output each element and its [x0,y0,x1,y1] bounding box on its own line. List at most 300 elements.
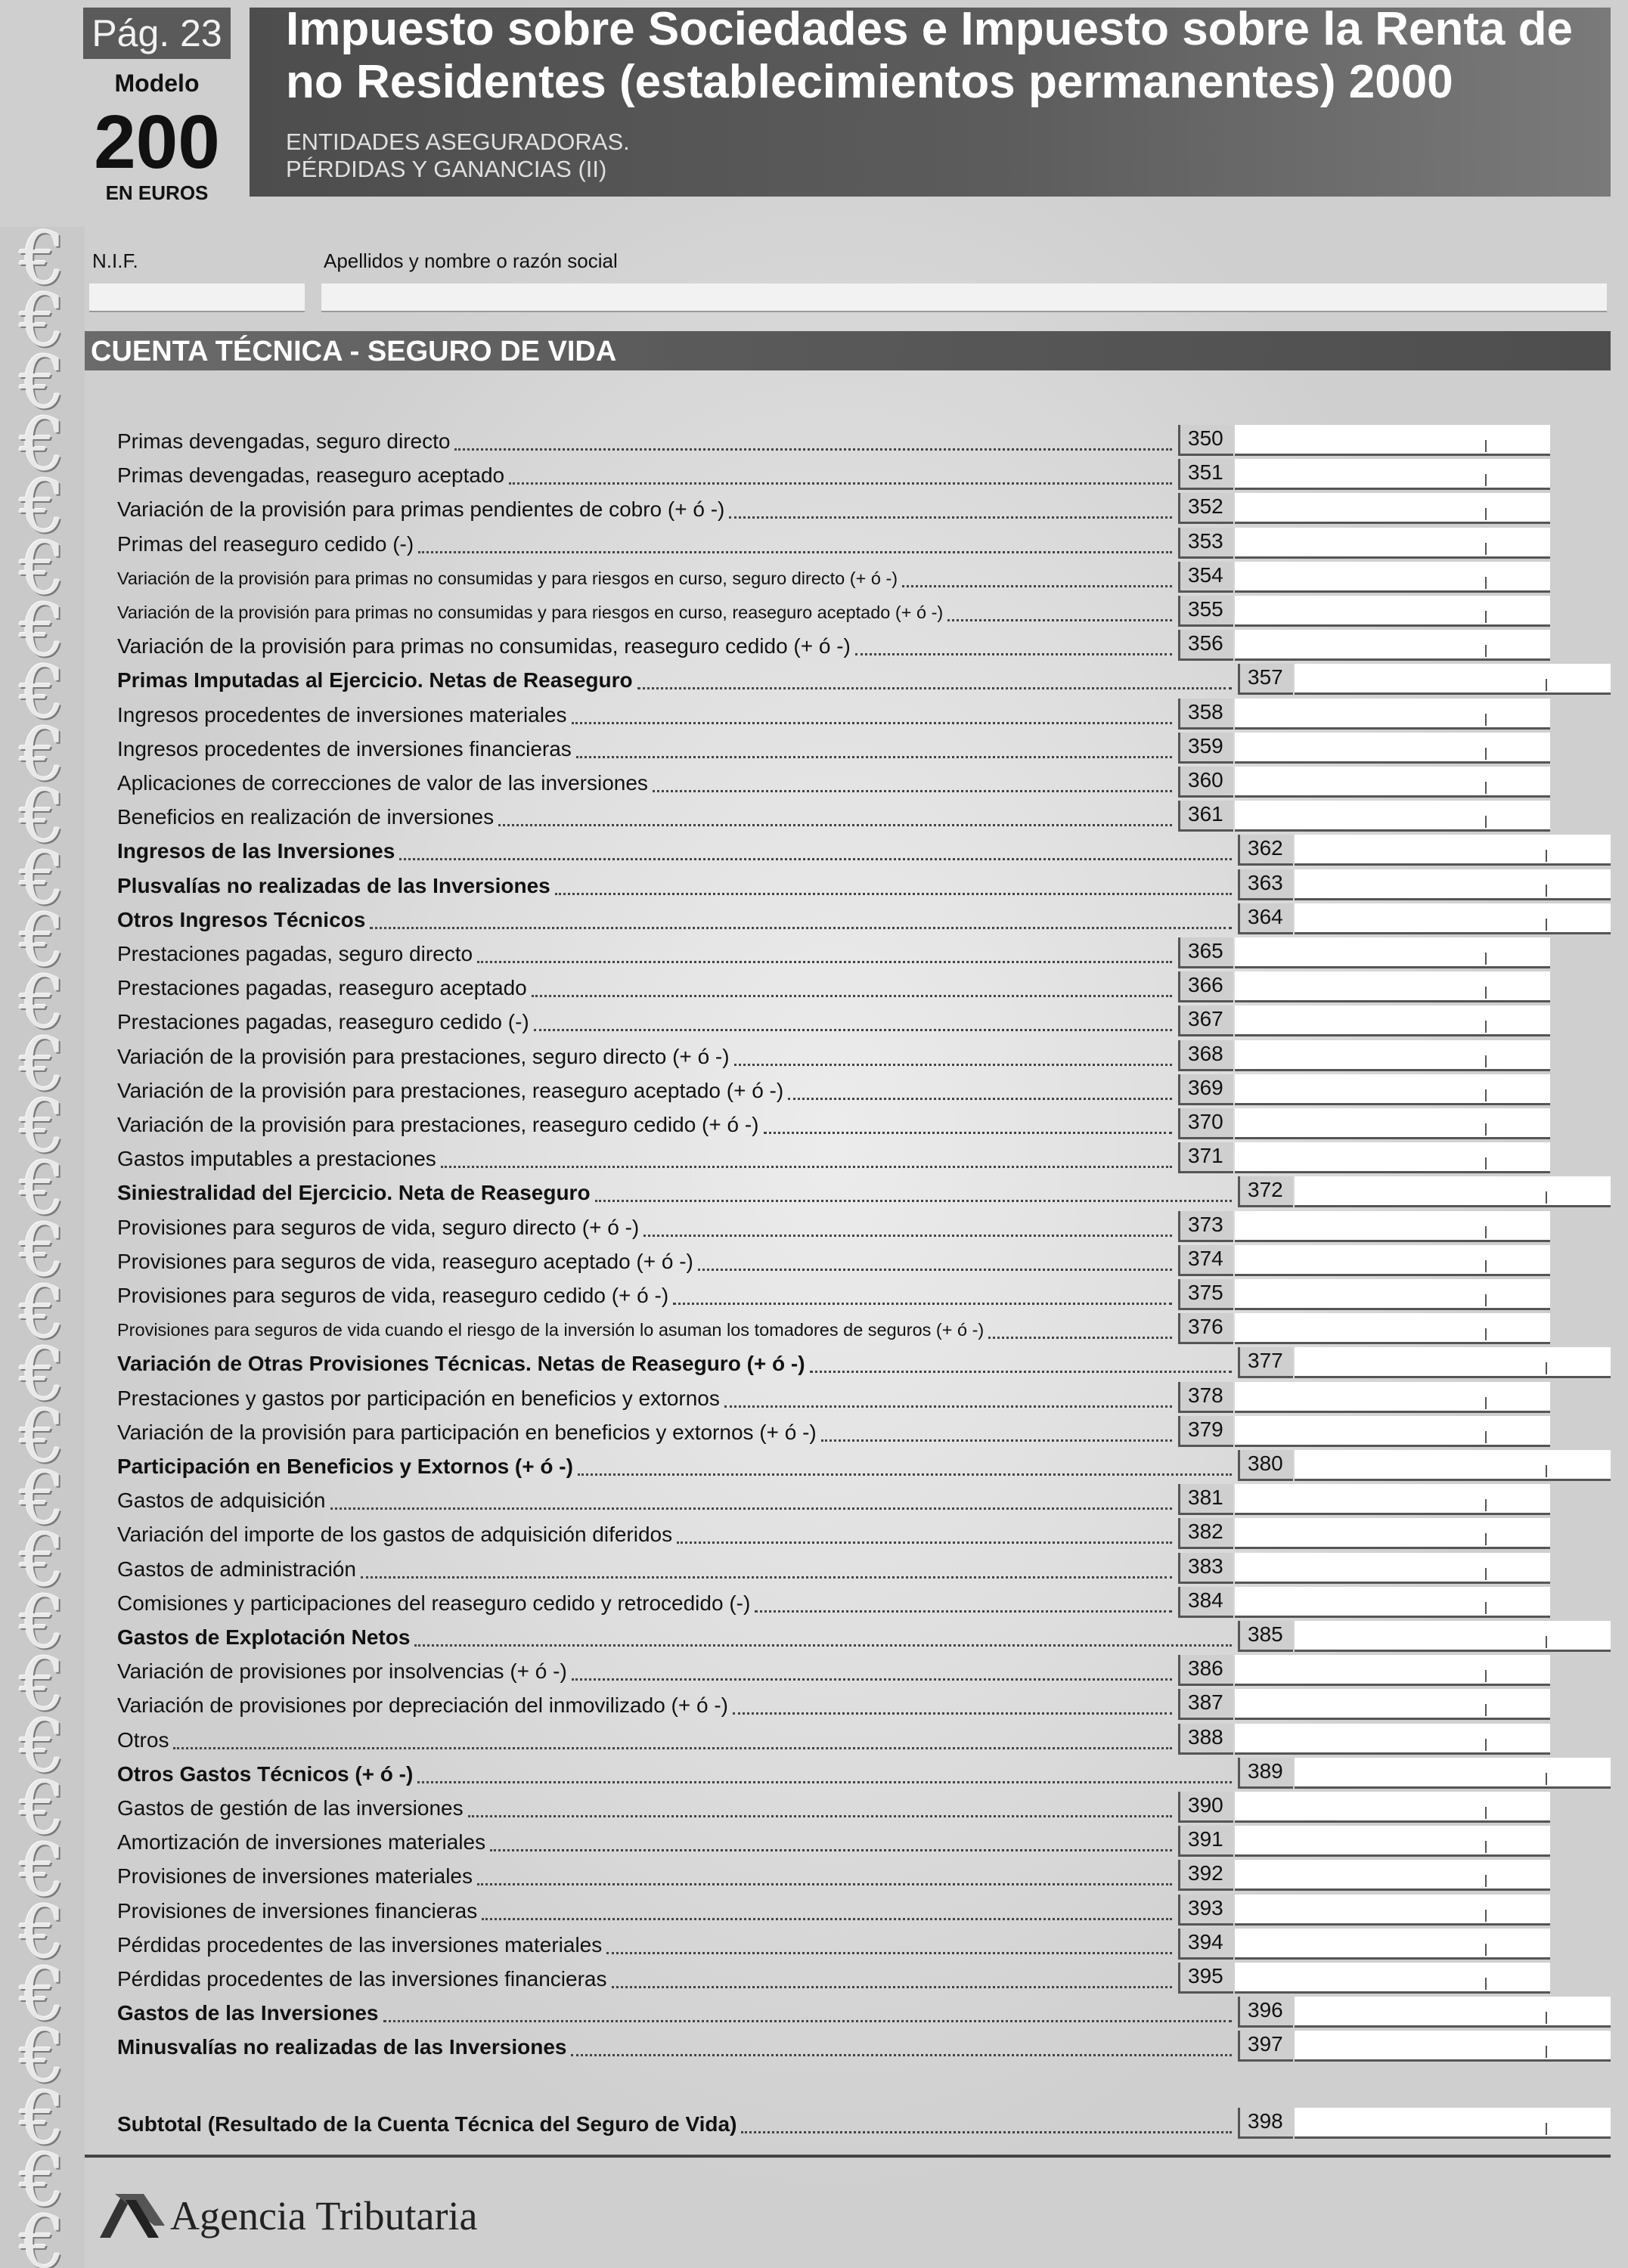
decimal-separator-tick [1485,748,1487,760]
decimal-separator-tick [1485,1397,1487,1409]
box-code: 376 [1178,1313,1233,1344]
table-row [0,765,1628,798]
dotted-leader [643,1235,1172,1237]
amount-field[interactable] [1295,2031,1611,2062]
dotted-leader [361,1576,1172,1579]
row-label-text: Prestaciones pagadas, seguro directo [117,942,473,965]
row-label-text: Minusvalías no realizadas de las Inversiones [117,2035,567,2059]
row-label [117,1863,1172,1890]
row-label-text: Variación de la provisión para primas pendientes de cobro (+ ó -) [117,497,725,522]
row-label [117,1385,1172,1412]
box-code: 372 [1238,1176,1293,1207]
footer-divider [85,2155,1611,2158]
dotted-leader [414,1644,1232,1647]
euro-icon: € [19,650,66,735]
box-code: 396 [1238,1997,1293,2028]
box-code: 390 [1178,1792,1233,1823]
row-label [117,1282,1172,1309]
euro-icon: € [19,1332,66,1417]
table-row [0,1653,1628,1687]
row-label-text: Variación de Otras Provisiones Técnicas. Netas de Reaseguro (+ ó -) [117,1352,805,1376]
row-label [117,1077,1172,1105]
row-label-text: Pérdidas procedentes de las inversiones materiales [117,1932,603,1957]
decimal-separator-tick [1485,1841,1487,1853]
modelo-label: Modelo [114,70,200,97]
euro-icon: € [19,712,66,797]
decimal-separator-tick [1485,1226,1487,1238]
amount-field[interactable] [1235,1860,1550,1891]
decimal-separator-tick [1485,508,1487,520]
form-subtitle [286,129,1042,183]
modelo-number: 200 [94,100,220,184]
box-code: 352 [1178,493,1233,524]
row-label-text: Participación en Beneficios y Extornos (+ ó -) [117,1455,573,1478]
row-label-text: Variación de la provisión para prestaciones, seguro directo (+ ó -) [117,1044,730,1068]
table-row [0,594,1628,627]
euro-icon: € [19,227,66,301]
box-code: 355 [1178,596,1233,627]
row-label-text: Gastos de Explotación Netos [117,1625,411,1649]
dotted-leader [532,995,1172,997]
decimal-separator-tick [1485,1089,1487,1101]
table-row [0,1858,1628,1892]
dotted-leader [555,893,1232,895]
amount-field[interactable] [1235,937,1550,968]
euro-icon: € [19,1394,66,1479]
row-label-text: Primas devengadas, seguro directo [117,429,451,453]
dotted-leader [947,619,1172,621]
table-row [0,1961,1628,1994]
dotted-leader [595,1200,1232,1202]
amount-field[interactable] [1295,1621,1611,1652]
dotted-leader [729,516,1172,519]
decimal-separator-tick [1485,1944,1487,1956]
box-code: 395 [1178,1963,1233,1994]
subtitle-line-2: PÉRDIDAS Y GANANCIAS (II) [286,156,607,182]
table-row [0,1585,1628,1619]
table-row [0,526,1628,559]
table-row [0,1244,1628,1277]
row-label [117,838,1232,865]
table-row [0,1824,1628,1857]
row-label [117,531,1172,558]
box-code: 351 [1178,459,1233,490]
row-label [117,1658,1172,1685]
decimal-separator-tick [1485,1328,1487,1340]
row-label [117,1487,1172,1514]
dotted-leader [788,1098,1172,1100]
box-code: 364 [1238,903,1293,934]
euro-icon: € [19,960,66,1045]
dotted-leader [477,961,1172,963]
dotted-leader [698,1269,1172,1271]
row-label-text: Gastos de gestión de las inversiones [117,1796,464,1820]
box-code: 377 [1238,1347,1293,1378]
section-title: CUENTA TÉCNICA - SEGURO DE VIDA [91,336,617,367]
total-row [0,1175,1628,1208]
amount-field[interactable] [1235,1108,1550,1139]
total-row [0,2029,1628,2062]
box-code: 379 [1178,1416,1233,1447]
row-label-text: Variación de la provisión para primas no consumidas, reaseguro cedido (+ ó -) [117,634,851,658]
name-label: Apellidos y nombre o razón social [324,249,618,272]
row-label-text: Variación del importe de los gastos de adquisición diferidos [117,1523,673,1547]
row-label-text: Subtotal (Resultado de la Cuenta Técnica del Seguro de Vida) [117,2112,737,2136]
box-code: 387 [1178,1689,1233,1720]
amount-field[interactable] [1235,1245,1550,1276]
row-label [117,1316,1172,1343]
form-title: Impuesto sobre Sociedades e Impuesto sobre la Renta de no Residentes (establecimientos permanentes) 2000 [286,3,1574,108]
table-row [0,1107,1628,1140]
row-label [117,496,1172,523]
total-row [0,902,1628,935]
box-code: 365 [1178,937,1233,968]
amount-field[interactable] [1235,528,1550,559]
dotted-leader [571,2054,1232,2056]
amount-field[interactable] [1235,1929,1550,1960]
table-row [0,697,1628,730]
decimal-separator-tick [1485,1157,1487,1170]
euro-icon: € [19,1146,66,1231]
box-code: 389 [1238,1758,1293,1789]
amount-field[interactable] [1235,1484,1550,1515]
row-label-text: Variación de la provisión para prestaciones, reaseguro aceptado (+ ó -) [117,1078,784,1102]
euro-icon: € [19,464,66,549]
table-row [0,1790,1628,1823]
table-row [0,1312,1628,1345]
dotted-leader [383,2020,1233,2022]
dotted-leader [673,1303,1172,1305]
table-row [0,1141,1628,1174]
decimal-separator-tick [1485,1021,1487,1033]
amount-field[interactable] [1235,1040,1550,1071]
row-label-text: Ingresos de las Inversiones [117,839,395,863]
dotted-leader [572,722,1172,724]
total-row [0,2106,1628,2139]
box-code: 356 [1178,630,1233,661]
row-label-text: Primas devengadas, reaseguro aceptado [117,463,505,488]
box-code: 358 [1178,699,1233,730]
row-label [117,872,1232,900]
decimal-separator-tick [1485,953,1487,965]
amount-field[interactable] [1235,1142,1550,1173]
dotted-leader [468,1815,1172,1817]
decimal-separator-tick [1485,1602,1487,1614]
dotted-leader [477,1883,1172,1885]
amount-field[interactable] [1235,630,1550,661]
amount-field[interactable] [1295,1758,1611,1789]
box-code: 361 [1178,801,1233,832]
amount-field[interactable] [1235,1826,1550,1857]
row-label [117,736,1172,763]
decimal-separator-tick [1546,1465,1547,1477]
decimal-separator-tick [1485,1875,1487,1887]
box-code: 353 [1178,528,1233,559]
row-label [117,1966,1172,1993]
dotted-leader [612,1986,1173,1988]
euro-icon: € [19,1890,66,1975]
box-code: 392 [1178,1860,1233,1891]
box-code: 393 [1178,1895,1233,1926]
dotted-leader [677,1541,1172,1544]
amount-field[interactable] [1235,1313,1550,1344]
box-code: 397 [1238,2031,1293,2062]
decimal-separator-tick [1546,1636,1547,1648]
page-number-box: Pág. 23 [83,8,231,59]
decimal-separator-tick [1485,1978,1487,1990]
dotted-leader [498,824,1172,826]
dotted-leader [902,585,1172,587]
row-label [117,974,1172,1002]
row-label [117,940,1172,968]
row-label-text: Beneficios en realización de inversiones [117,805,495,829]
euro-icon: € [19,1456,66,1541]
box-code: 366 [1178,971,1233,1002]
amount-field[interactable] [1235,1279,1550,1310]
amount-field[interactable] [1235,1724,1550,1755]
row-label [117,1932,1172,1959]
nif-field[interactable] [89,284,305,312]
row-label [117,1145,1172,1173]
row-label-text: Otros Ingresos Técnicos [117,907,366,931]
decimal-separator-tick [1546,1362,1547,1374]
row-label [117,1761,1232,1788]
row-label-text: Gastos imputables a prestaciones [117,1147,436,1171]
nif-label: N.I.F. [92,249,138,272]
amount-field[interactable] [1235,1416,1550,1447]
amount-field[interactable] [1235,733,1550,764]
amount-field[interactable] [1235,767,1550,798]
table-row [0,457,1628,491]
decimal-separator-tick [1485,611,1487,623]
row-label-text: Amortización de inversiones materiales [117,1830,486,1854]
row-label-text: Variación de provisiones por insolvencias (+ ó -) [117,1659,567,1684]
dotted-leader [653,790,1172,792]
row-label [117,667,1232,694]
box-code: 381 [1178,1484,1233,1515]
row-label [117,1179,1232,1207]
amount-field[interactable] [1235,1553,1550,1584]
row-label [117,1009,1172,1036]
decimal-separator-tick [1485,543,1487,555]
euro-icon: € [19,1084,66,1169]
amount-field[interactable] [1235,1005,1550,1036]
euro-icon: € [19,1642,66,1727]
table-row [0,1551,1628,1585]
decimal-separator-tick [1546,1773,1547,1785]
dotted-leader [330,1507,1172,1510]
box-code: 362 [1238,835,1293,866]
table-row [0,1687,1628,1721]
amount-field[interactable] [1235,459,1550,490]
total-row [0,1995,1628,2028]
dotted-leader [810,1371,1232,1373]
euro-icon: € [19,2014,66,2099]
row-label [117,1590,1172,1617]
row-label-text: Ingresos procedentes de inversiones materiales [117,702,567,727]
row-label-text: Provisiones para seguros de vida, seguro directo (+ ó -) [117,1215,640,1239]
total-row [0,868,1628,901]
amount-field[interactable] [1235,1895,1550,1926]
row-label [117,1419,1172,1446]
amount-field[interactable] [1235,1074,1550,1105]
amount-field[interactable] [1235,1587,1550,1618]
decimal-separator-tick [1485,816,1487,828]
row-label-text: Variación de la provisión para participación en beneficios y extornos (+ ó -) [117,1420,817,1444]
box-code: 388 [1178,1724,1233,1755]
euro-icon: € [19,588,66,673]
row-label-text: Variación de provisiones por depreciación del inmovilizado (+ ó -) [117,1693,729,1718]
box-code: 391 [1178,1826,1233,1857]
name-field[interactable] [321,284,1607,312]
decimal-separator-tick [1485,1431,1487,1443]
amount-field[interactable] [1235,1792,1550,1823]
amount-field[interactable] [1235,1211,1550,1242]
decimal-separator-tick [1485,1533,1487,1545]
dotted-leader [724,1405,1172,1408]
euro-icon: € [19,1518,66,1603]
amount-field[interactable] [1295,664,1611,695]
euro-icon: € [19,2138,66,2223]
amount-field[interactable] [1295,1997,1611,2028]
amount-field[interactable] [1235,425,1550,456]
dotted-leader [441,1166,1172,1168]
euro-icon: € [19,1828,66,1913]
row-label [117,1453,1232,1480]
row-label-text: Otros [117,1727,169,1752]
euro-icon: € [19,898,66,983]
row-label [117,1898,1172,1925]
decimal-separator-tick [1485,577,1487,589]
amount-field[interactable] [1235,699,1550,730]
table-row [0,731,1628,764]
amount-field[interactable] [1235,562,1550,593]
row-label-text: Gastos de adquisición [117,1489,326,1513]
amount-field[interactable] [1295,835,1611,866]
dotted-leader [988,1337,1172,1339]
box-code: 383 [1178,1553,1233,1584]
total-row [0,662,1628,696]
decimal-separator-tick [1485,1568,1487,1580]
amount-field[interactable] [1235,1655,1550,1686]
row-label [117,1350,1232,1377]
row-label-text: Prestaciones y gastos por participación en beneficios y extornos [117,1386,720,1410]
amount-field[interactable] [1295,903,1611,934]
row-label-text: Ingresos procedentes de inversiones financieras [117,736,572,761]
dotted-leader [173,1747,1172,1749]
table-row [0,1004,1628,1037]
decimal-separator-tick [1485,474,1487,486]
box-code: 363 [1238,869,1293,900]
amount-field[interactable] [1235,1382,1550,1413]
box-code: 380 [1238,1450,1293,1481]
row-label-text: Otros Gastos Técnicos (+ ó -) [117,1761,414,1786]
row-label [117,1795,1172,1822]
dotted-leader [821,1439,1172,1442]
dotted-leader [454,448,1172,451]
decimal-separator-tick [1485,1055,1487,1067]
row-label [117,906,1232,934]
decimal-separator-tick [1485,1739,1487,1751]
decimal-separator-tick [1485,1499,1487,1511]
row-label-text: Gastos de las Inversiones [117,2001,379,2025]
row-label-text: Variación de la provisión para primas no consumidas y para riesgos en curso, reaseguro aceptado (+ ó -) [117,603,944,622]
table-row [0,1414,1628,1448]
dotted-leader [509,482,1172,485]
row-label-text: Comisiones y participaciones del reaseguro cedido y retrocedido (-) [117,1591,751,1615]
amount-field[interactable] [1295,1450,1611,1481]
box-code: 382 [1178,1518,1233,1549]
decimal-separator-tick [1485,440,1487,452]
euro-icon: € [19,340,66,425]
row-label-text: Plusvalías no realizadas de las Inversiones [117,873,550,897]
amount-field[interactable] [1235,1689,1550,1720]
amount-field[interactable] [1295,1347,1611,1378]
row-label [117,1727,1172,1754]
row-label [117,1043,1172,1070]
row-label [117,1624,1232,1651]
row-label [117,599,1172,626]
box-code: 370 [1178,1108,1233,1139]
amount-field[interactable] [1235,596,1550,627]
amount-field[interactable] [1235,1518,1550,1549]
amount-field[interactable] [1235,971,1550,1002]
box-code: 360 [1178,767,1233,798]
amount-field[interactable] [1295,869,1611,900]
agency-name: Agencia Tributaria [170,2193,478,2239]
row-label-text: Provisiones de inversiones materiales [117,1864,473,1888]
table-row [0,799,1628,832]
euro-icon: € [19,774,66,859]
amount-field[interactable] [1235,801,1550,832]
dotted-leader [637,687,1232,689]
decimal-separator-tick [1485,1704,1487,1716]
box-code: 373 [1178,1211,1233,1242]
dotted-leader [855,653,1172,655]
table-row [0,1722,1628,1755]
euro-icon: € [19,1704,66,1789]
euro-icon: € [19,402,66,487]
row-label-text: Provisiones para seguros de vida, reaseguro aceptado (+ ó -) [117,1249,693,1273]
amount-field[interactable] [1295,2108,1611,2139]
decimal-separator-tick [1546,919,1547,931]
euro-icon: € [19,1270,66,1355]
table-row [0,1380,1628,1414]
row-label [117,702,1172,729]
dotted-leader [734,1064,1172,1066]
amount-field[interactable] [1235,1963,1550,1994]
decimal-separator-tick [1546,2046,1547,2058]
decimal-separator-tick [1485,1123,1487,1136]
amount-field[interactable] [1235,493,1550,524]
row-label-text: Gastos de administración [117,1557,356,1581]
box-code: 371 [1178,1142,1233,1173]
euro-icon: € [19,2200,66,2268]
decimal-separator-tick [1485,714,1487,726]
euro-icon: € [19,1208,66,1293]
row-label-text: Primas Imputadas al Ejercicio. Netas de Reaseguro [117,668,633,692]
row-label-text: Primas del reaseguro cedido (-) [117,531,414,556]
dotted-leader [399,858,1232,860]
dotted-leader [490,1849,1172,1851]
row-label-text: Siniestralidad del Ejercicio. Neta de Reaseguro [117,1181,591,1205]
euro-icon: € [19,836,66,921]
row-label [117,1692,1172,1719]
row-label [117,1556,1172,1583]
row-label-text: Provisiones para seguros de vida cuando el riesgo de la inversión lo asuman los tomadores de seguros (+ ó -) [117,1320,985,1340]
table-row [0,1073,1628,1106]
amount-field[interactable] [1295,1176,1611,1207]
